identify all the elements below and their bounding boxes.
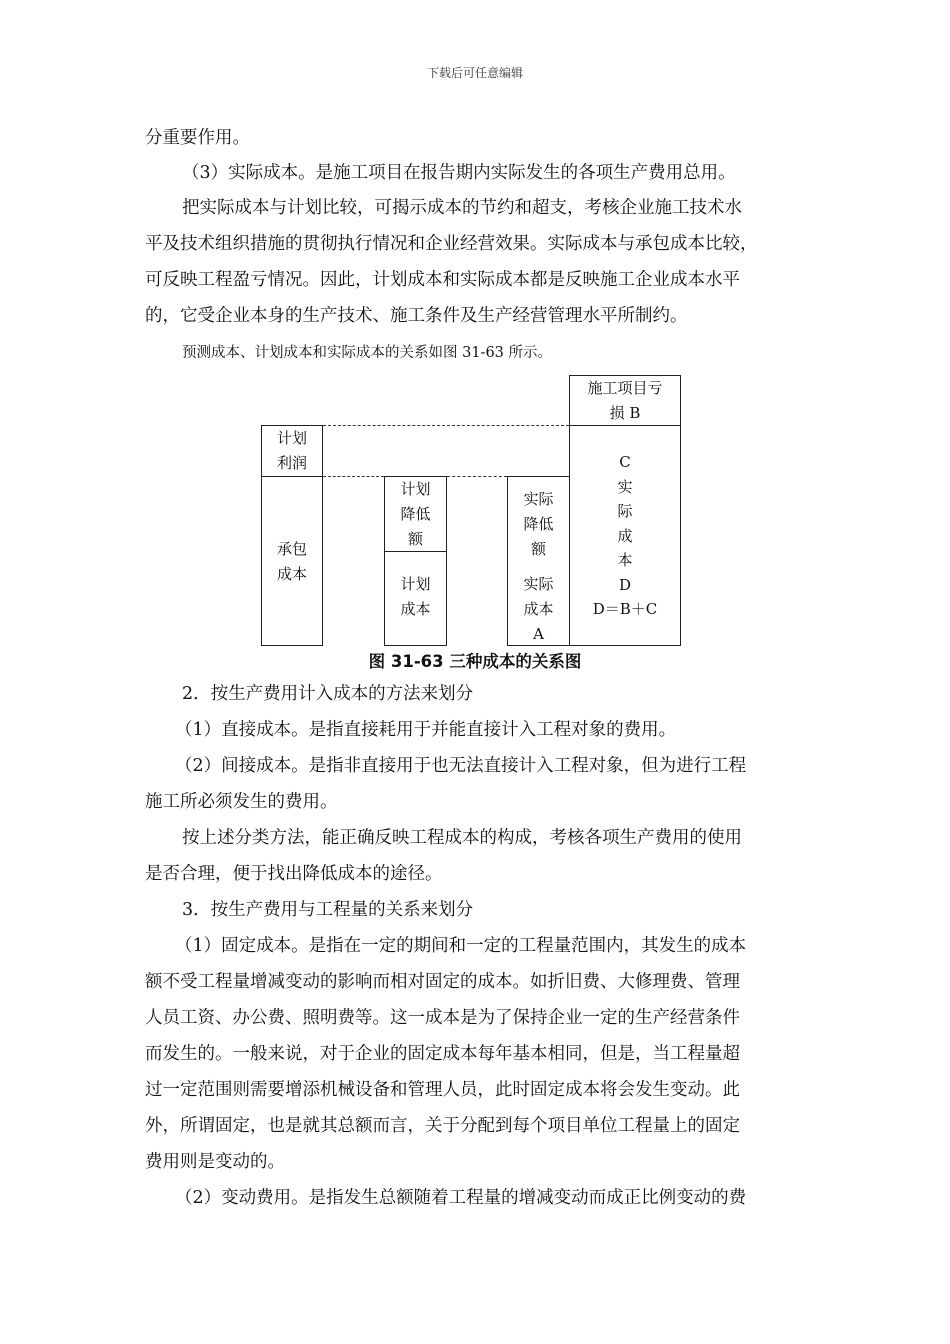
actual-cost-a-label-1: 实际 bbox=[523, 575, 554, 593]
paragraph-line: 人员工资、办公费、照明费等。这一成本是为了保持企业一定的生产经营条件 bbox=[145, 1008, 740, 1028]
actual-cost-d-formula: D＝B＋C bbox=[592, 600, 658, 618]
actual-cost-a-label-3: A bbox=[533, 625, 544, 643]
actual-reduction-label-3: 额 bbox=[530, 540, 546, 558]
actual-cost-d-label-4: 成 bbox=[617, 526, 633, 545]
actual-cost-d-label-3: 际 bbox=[617, 502, 633, 520]
contract-cost-box bbox=[261, 476, 323, 646]
figure-caption: 图 31-63 三种成本的关系图 bbox=[368, 652, 582, 671]
paragraph-line: （1）直接成本。是指直接耗用于并能直接计入工程对象的费用。 bbox=[175, 720, 677, 740]
paragraph-line: 过一定范围则需要增添机械设备和管理人员，此时固定成本将会发生变动。此 bbox=[145, 1080, 740, 1100]
paragraph-line: 是否合理，便于找出降低成本的途径。 bbox=[145, 864, 443, 884]
paragraph-line: 按上述分类方法，能正确反映工程成本的构成，考核各项生产费用的使用 bbox=[182, 828, 742, 848]
plan-cost-box bbox=[384, 551, 447, 646]
paragraph-line: 外，所谓固定，也是就其总额而言，关于分配到每个项目单位工程量上的固定 bbox=[145, 1116, 740, 1136]
actual-cost-d-label-5: 本 bbox=[617, 551, 633, 569]
paragraph-line: （3）实际成本。是施工项目在报告期内实际发生的各项生产费用总用。 bbox=[182, 163, 736, 183]
dashed-line-contract-level bbox=[447, 476, 507, 477]
cost-relationship-diagram bbox=[0, 370, 950, 670]
dashed-line-contract-level bbox=[323, 476, 384, 477]
contract-cost-label-2: 成本 bbox=[276, 565, 307, 583]
plan-reduction-label-2: 降低 bbox=[400, 505, 431, 523]
actual-reduction-label-1: 实际 bbox=[523, 490, 554, 508]
actual-cost-a-label-2: 成本 bbox=[523, 600, 554, 618]
paragraph-line: 可反映工程盈亏情况。因此，计划成本和实际成本都是反映施工企业成本水平 bbox=[145, 270, 740, 290]
plan-reduction-box bbox=[384, 476, 447, 552]
paragraph-line: 把实际成本与计划比较，可揭示成本的节约和超支，考核企业施工技术水 bbox=[182, 198, 742, 218]
plan-profit-label-2: 利润 bbox=[276, 454, 307, 472]
paragraph-line: 分重要作用。 bbox=[145, 128, 250, 148]
dashed-line-plan-level bbox=[323, 425, 569, 426]
paragraph-line: 而发生的。一般来说，对于企业的固定成本每年基本相同，但是，当工程量超 bbox=[145, 1044, 740, 1064]
actual-cost-a-box bbox=[507, 476, 570, 646]
figure-intro: 预测成本、计划成本和实际成本的关系如图 31-63 所示。 bbox=[182, 345, 553, 361]
plan-reduction-label-3: 额 bbox=[407, 530, 423, 548]
actual-cost-d-box bbox=[569, 425, 681, 646]
paragraph-line: 的，它受企业本身的生产技术、施工条件及生产经营管理水平所制约。 bbox=[145, 306, 688, 326]
plan-profit-box bbox=[261, 425, 323, 477]
project-loss-label-2: 损 B bbox=[609, 404, 641, 422]
paragraph-line: 施工所必须发生的费用。 bbox=[145, 792, 338, 812]
plan-reduction-label-1: 计划 bbox=[400, 480, 431, 498]
actual-cost-d-label-2: 实 bbox=[617, 477, 633, 496]
paragraph-line: 额不受工程量增减变动的影响而相对固定的成本。如折旧费、大修理费、管理 bbox=[145, 972, 740, 992]
paragraph-line: 费用则是变动的。 bbox=[145, 1152, 285, 1172]
actual-cost-d-label-1: C bbox=[619, 453, 631, 471]
project-loss-box bbox=[569, 375, 681, 426]
plan-cost-label-2: 成本 bbox=[400, 600, 431, 618]
section-heading: 2．按生产费用计入成本的方法来划分 bbox=[182, 684, 474, 704]
actual-cost-d-label-6: D bbox=[618, 575, 632, 594]
project-loss-label-1: 施工项目亏 bbox=[587, 379, 663, 397]
paragraph-line: （2）变动费用。是指发生总额随着工程量的增减变动而成正比例变动的费 bbox=[175, 1188, 747, 1208]
actual-reduction-label-2: 降低 bbox=[523, 515, 554, 533]
plan-cost-label-1: 计划 bbox=[400, 575, 431, 593]
plan-profit-label-1: 计划 bbox=[276, 429, 307, 447]
section-heading: 3．按生产费用与工程量的关系来划分 bbox=[182, 900, 474, 920]
contract-cost-label-1: 承包 bbox=[276, 540, 307, 558]
paragraph-line: 平及技术组织措施的贯彻执行情况和企业经营效果。实际成本与承包成本比较， bbox=[145, 234, 758, 254]
paragraph-line: （1）固定成本。是指在一定的期间和一定的工程量范围内，其发生的成本 bbox=[175, 936, 747, 956]
page-header: 下载后可任意编辑 bbox=[426, 66, 523, 80]
paragraph-line: （2）间接成本。是指非直接用于也无法直接计入工程对象，但为进行工程 bbox=[175, 756, 747, 776]
